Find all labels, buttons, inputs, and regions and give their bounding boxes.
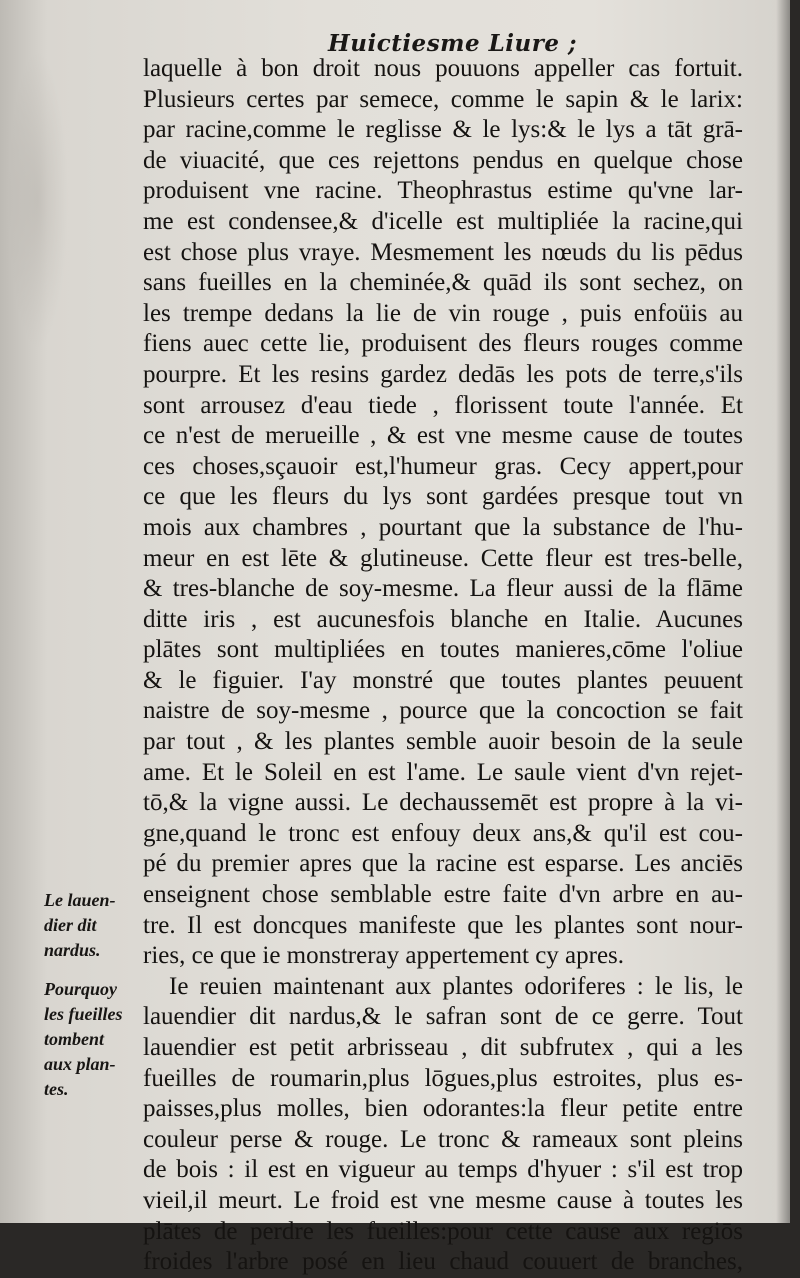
running-head: Huictiesme Liure ; — [328, 30, 577, 57]
text-line: tō,& la vigne aussi. Le dechaussemēt est propre à la vi- — [143, 789, 743, 817]
text-line: ries, ce que ie monstreray appertement cy apres. — [143, 942, 625, 970]
text-line-indented — [143, 972, 743, 1003]
text-line: plātes de perdre les fueilles:pour cette cause aux regiōs — [143, 1217, 743, 1245]
text-line: sans fueilles en la cheminée,& quād ils sont sechez, on — [143, 269, 743, 297]
text-line: gne,quand le tronc est enfouy deux ans,& qu'il est cou- — [143, 819, 743, 847]
text-line: enseignent chose semblable estre faite d'vn arbre en au- — [143, 881, 743, 909]
text-line: lauendier est petit arbrisseau , dit subfrutex , qui a les — [143, 1034, 743, 1061]
margin-note-line: tes. — [44, 1079, 69, 1099]
text-line: froides l'arbre posé en lieu chaud couuert de branches, — [143, 1248, 743, 1276]
text-line: naistre de soy-mesme , pource que la concoction se fait — [143, 697, 743, 725]
page-stain — [8, 50, 68, 350]
text-line: mois aux chambres , pourtant que la substance de l'hu- — [143, 513, 743, 541]
margin-note-line: tombent — [44, 1029, 105, 1049]
text-line: de bois : il est en vigueur au temps d'hyuer : s'il est trop — [143, 1156, 743, 1184]
text-line: ces choses,sçauoir est,l'humeur gras. Cecy appert,pour — [143, 452, 743, 480]
text-line: les trempe dedans la lie de vin rouge , puis enfoüis au — [143, 299, 743, 327]
text-line: produisent vne racine. Theophrastus estime qu'vne lar- — [143, 177, 743, 205]
text-line: de viuacité, que ces rejettons pendus en quelque chose — [143, 146, 743, 174]
margin-note-line: nardus. — [44, 940, 101, 960]
text-line: meur en est lēte & glutineuse. Cette fleur est tres-belle, — [143, 544, 743, 572]
indented-line-text: Ie reuien maintenant aux plantes odoriferes : le lis, le — [169, 972, 743, 1000]
margin-notes — [44, 888, 144, 1116]
text-line: vieil,il meurt. Le froid est vne mesme cause à toutes les — [143, 1186, 743, 1214]
margin-note-line: Le lauen- — [44, 890, 116, 910]
text-line: fueilles de roumarin,plus lōgues,plus estroites, plus es- — [143, 1064, 743, 1092]
text-line: laquelle à bon droit nous pouuons appeller cas fortuit. — [143, 55, 743, 82]
text-line: sont arrousez d'eau tiede , florissent toute l'année. Et — [143, 391, 743, 419]
text-line: & le figuier. I'ay monstré que toutes plantes peuuent — [143, 666, 743, 694]
page-edge-shadow — [776, 0, 790, 1223]
text-line: ce n'est de merueille , & est vne mesme cause de toutes — [143, 422, 743, 450]
text-line: pourpre. Et les resins gardez dedās les pots de terre,s'ils — [143, 360, 743, 388]
text-line: ame. Et le Soleil en est l'ame. Le saule vient d'vn rejet- — [143, 758, 743, 786]
text-line: Plusieurs certes par semece, comme le sapin & le larix: — [143, 85, 743, 113]
text-line: fiens auec cette lie, produisent des fleurs rouges comme — [143, 330, 743, 358]
margin-note-lavender — [44, 888, 144, 963]
text-line: par racine,comme le reglisse & le lys:& le lys a tāt grā- — [143, 116, 743, 144]
text-line: ditte iris , est aucunesfois blanche en Italie. Aucunes — [143, 605, 743, 633]
text-line: me est condensee,& d'icelle est multipliée la racine,qui — [143, 207, 743, 235]
text-line: pé du premier apres que la racine est esparse. Les anciēs — [143, 850, 743, 878]
margin-note-line: les fueilles — [44, 1004, 123, 1024]
text-line: & tres-blanche de soy-mesme. La fleur aussi de la flāme — [143, 575, 743, 603]
margin-note-line: dier dit — [44, 915, 97, 935]
text-line: couleur perse & rouge. Le tronc & rameaux sont pleins — [143, 1125, 743, 1153]
text-line: ce que les fleurs du lys sont gardées presque tout vn — [143, 483, 743, 511]
text-line: tre. Il est doncques manifeste que les plantes sont nour- — [143, 911, 743, 939]
margin-note-leaves — [44, 977, 144, 1102]
text-line: lauendier dit nardus,& le safran sont de ce gerre. Tout — [143, 1003, 743, 1031]
text-line: par tout , & les plantes semble auoir besoin de la seule — [143, 728, 743, 756]
margin-note-line: aux plan- — [44, 1054, 116, 1074]
text-line: plātes sont multipliées en toutes manieres,cōme l'oliue — [143, 636, 743, 664]
text-line: paisses,plus molles, bien odorantes:la fleur petite entre — [143, 1095, 743, 1123]
text-line: est chose plus vraye. Mesmement les nœuds du lis pēdus — [143, 238, 743, 266]
margin-note-line: Pourquoy — [44, 979, 118, 999]
body-text — [143, 54, 743, 1278]
